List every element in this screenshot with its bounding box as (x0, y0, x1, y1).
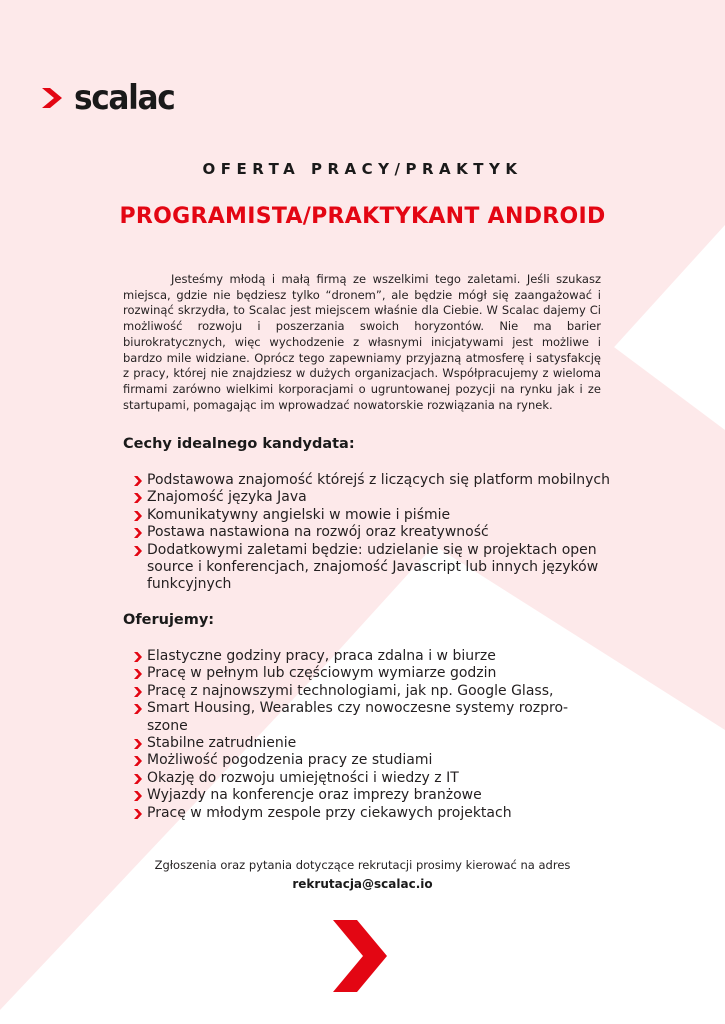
list-item: Komunikatywny angielski w mowie i piśmie (134, 507, 654, 524)
chevron-right-icon (134, 791, 142, 801)
scalac-logo (40, 78, 183, 118)
chevron-right-icon (134, 687, 142, 697)
candidate-heading: Cechy idealnego kandydata: (123, 436, 355, 452)
chevron-right-icon (134, 546, 142, 556)
list-item: Pracę z najnowszymi technologiami, jak np. Google Glass, (134, 683, 604, 700)
offer-list (134, 648, 604, 822)
chevron-right-icon (134, 704, 142, 714)
list-item: Dodatkowymi zaletami będzie: udzielanie się w projektach open source i konferencjach, znajomość Javascript lub innych języków funkcyjnych (134, 542, 602, 594)
footer-text: Zgłoszenia oraz pytania dotyczące rekrutacji prosimy kierować na adres (154, 858, 571, 872)
chevron-right-icon (134, 493, 142, 503)
list-item: Pracę w młodym zespole przy ciekawych projektach (134, 805, 604, 822)
list-item: Postawa nastawiona na rozwój oraz kreatywność (134, 524, 654, 541)
chevron-right-icon (134, 669, 142, 679)
chevron-right-icon (134, 511, 142, 521)
logo-wordmark: scalac (74, 78, 175, 118)
list-item: Stabilne zatrudnienie (134, 735, 604, 752)
list-item: Wyjazdy na konferencje oraz imprezy branżowe (134, 787, 604, 804)
list-item: Smart Housing, Wearables czy nowoczesne systemy rozproszone (134, 700, 587, 735)
intro-paragraph: Jesteśmy młodą i małą firmą ze wszelkimi tego zaletami. Jeśli szukasz miejsca, gdzie nie będziesz tylko “dronem”, ale będzie mógł się zaangażować i rozwinąć skrzydła, to Scalac jest miejscem właśnie dla Ciebie. W Scalac dajemy Ci możliwość rozwoju i poszerzania swoich horyzontów. Nie ma barier biurokratycznych, więc wychodzenie z własnymi inicjatywami jest możliwe i bardzo mile widziane. Oprócz tego zapewniamy przyjazną atmosferę i satysfakcję z pracy, której nie znajdziesz w dużych organizacjach. Współpracujemy z wieloma firmami zarówno wielkimi korporacjami o ugruntowanej pozycji na rynku jak i ze startupami, pomagając im wprowadzać nowatorskie rozwiązania na rynek. (123, 272, 601, 412)
chevron-right-icon (134, 476, 142, 486)
job-title: PROGRAMISTA/PRAKTYKANT ANDROID (119, 204, 606, 229)
chevron-right-icon (333, 920, 387, 992)
offer-heading: Oferujemy: (123, 612, 215, 628)
list-item: Znajomość języka Java (134, 489, 654, 506)
chevron-right-icon (134, 739, 142, 749)
chevron-right-icon (134, 774, 142, 784)
offer-label: OFERTA PRACY/PRAKTYK (202, 160, 523, 178)
recruitment-email-link[interactable]: rekrutacja@scalac.io (292, 877, 433, 891)
chevron-right-icon (134, 528, 142, 538)
candidate-list (134, 472, 654, 594)
chevron-right-icon (134, 809, 142, 819)
list-item: Podstawowa znajomość którejś z liczących się platform mobilnych (134, 472, 654, 489)
logo-chevron-icon (40, 82, 66, 114)
list-item: Pracę w pełnym lub częściowym wymiarze godzin (134, 665, 604, 682)
list-item: Elastyczne godziny pracy, praca zdalna i w biurze (134, 648, 604, 665)
chevron-right-icon (134, 756, 142, 766)
list-item: Możliwość pogodzenia pracy ze studiami (134, 752, 604, 769)
chevron-right-icon (134, 652, 142, 662)
list-item: Okazję do rozwoju umiejętności i wiedzy z IT (134, 770, 604, 787)
